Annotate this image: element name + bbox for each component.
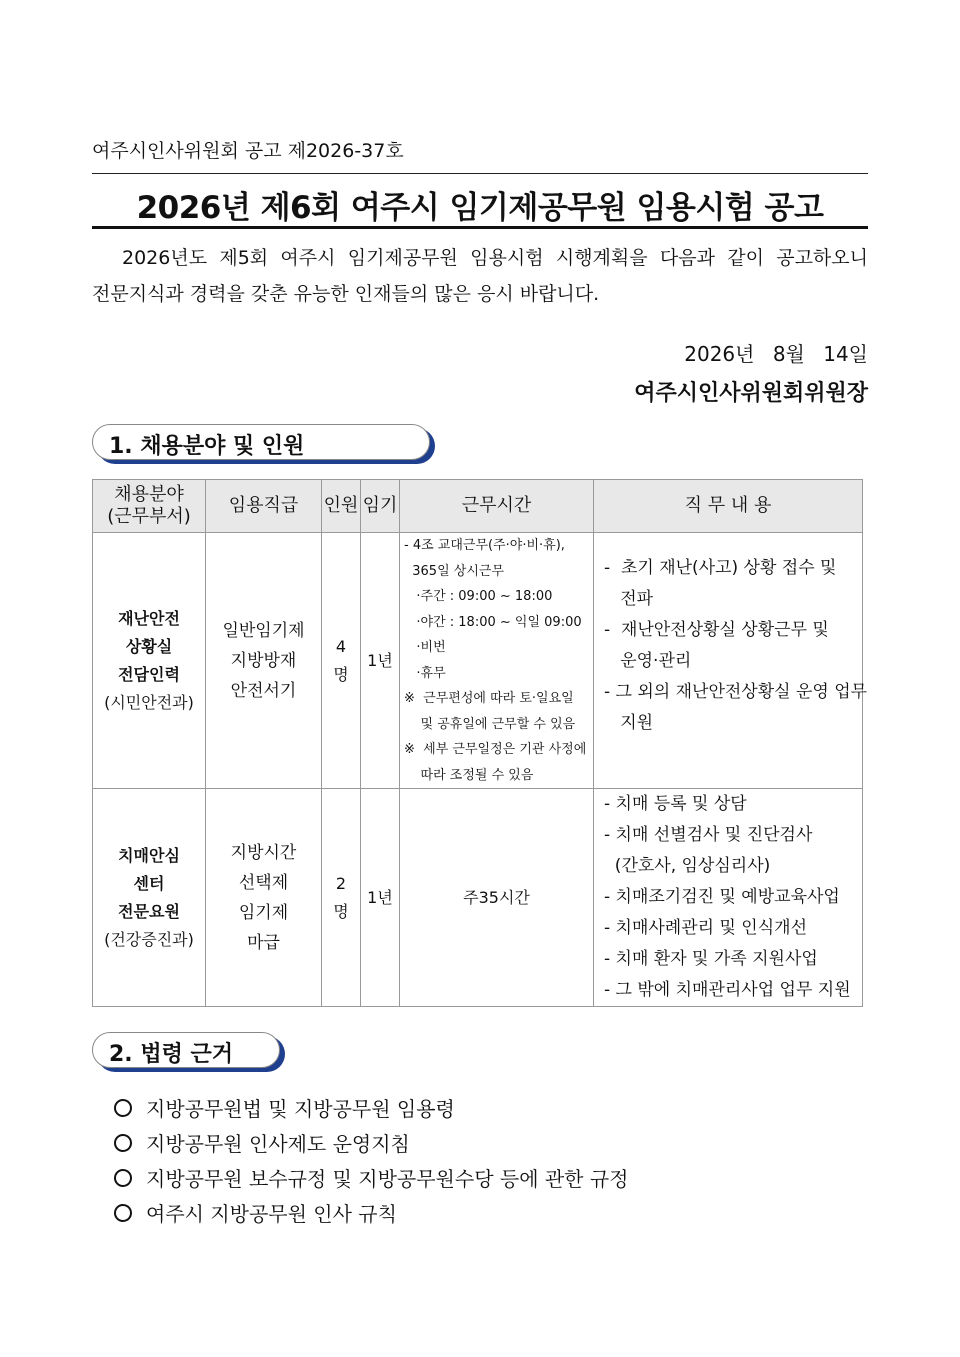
list-item: [114, 1197, 629, 1232]
recruitment-table: [92, 479, 868, 1007]
cell-hours: [400, 533, 594, 789]
cell-duties: [594, 789, 863, 1007]
section-heading-2: [92, 1032, 282, 1070]
table-row: [93, 533, 863, 789]
hours-line: ※ 근무편성에 따라 토·일요일: [404, 691, 574, 706]
dept-label: (건강증진과): [104, 929, 194, 949]
duty-line: - 치매 등록 및 상담: [604, 794, 747, 814]
duty-line: (간호사, 임상심리사): [604, 856, 771, 876]
cell-term: 1년: [361, 533, 400, 789]
hours-line: ※ 세부 근무일정은 기관 사정에: [404, 742, 587, 757]
hours-line: 및 공휴일에 근무할 수 있음: [404, 716, 576, 732]
section-tab-1: [92, 424, 430, 460]
list-item: [114, 1162, 629, 1197]
law-text: 여주시 지방공무원 인사 규칙: [146, 1202, 397, 1226]
field-line: 전문요원: [118, 901, 180, 921]
table-header-row: [93, 480, 863, 533]
cell-count: [322, 533, 361, 789]
section-heading-1: [92, 424, 432, 462]
law-text: 지방공무원법 및 지방공무원 임용령: [146, 1097, 455, 1121]
duty-line: 지원: [604, 713, 654, 733]
signer: 여주시인사위원회위원장: [634, 381, 868, 406]
title-bottom-rule: [92, 226, 868, 229]
list-item: [114, 1127, 629, 1162]
section-title-1: 1. 채용분야 및 인원: [109, 434, 305, 459]
duty-line: - 치매 선별검사 및 진단검사: [604, 825, 813, 845]
intro-line-2: 전문지식과 경력을 갖춘 유능한 인재들의 많은 응시 바랍니다.: [92, 283, 600, 305]
cell-rank: [206, 789, 322, 1007]
intro-line-1: 2026년도 제5회 여주시 임기제공무원 임용시험 시행계획을 다음과 같이 공고하오니: [122, 247, 868, 269]
hours-line: 따라 조정될 수 있음: [404, 767, 534, 783]
header-field: 채용분야 (근무부서): [93, 480, 206, 533]
duty-line: 전파: [604, 589, 654, 609]
header-rank: 임용직급: [206, 480, 322, 533]
cell-rank: [206, 533, 322, 789]
rank-line: 일반임기제: [222, 620, 305, 641]
duty-line: - 치매 환자 및 가족 지원사업: [604, 949, 818, 969]
intro-paragraph: [92, 240, 868, 312]
header-term: 임기: [361, 480, 400, 533]
rank-line: 지방시간: [230, 842, 297, 863]
duty-line: - 그 밖에 치매관리사업 업무 지원: [604, 980, 851, 1000]
circle-bullet-icon: [114, 1204, 132, 1222]
page-title: 2026년 제6회 여주시 임기제공무원 임용시험 공고: [136, 190, 824, 226]
rank-line: 마급: [247, 932, 280, 953]
cell-duties: [594, 533, 868, 789]
hours-line: - 4조 교대근무(주·야·비·휴),: [404, 538, 565, 553]
hours-line: 365일 상시근무: [404, 563, 505, 579]
rank-line: 안전서기: [230, 680, 297, 701]
count-unit: 명: [333, 901, 349, 921]
duty-line: - 그 외의 재난안전상황실 운영 업무: [604, 682, 868, 702]
field-line: 재난안전: [118, 608, 180, 628]
dept-label: (시민안전과): [104, 692, 194, 712]
field-line: 상황실: [125, 636, 173, 656]
field-line: 치매안심: [118, 845, 180, 865]
header-hours: 근무시간: [400, 480, 594, 533]
cell-field: [93, 789, 206, 1007]
count-number: 2: [335, 873, 347, 893]
section-tab-2: [92, 1032, 280, 1068]
law-list: [114, 1092, 629, 1232]
announcement-date: 2026년 8월 14일: [684, 342, 868, 366]
table-row: [93, 789, 863, 1007]
circle-bullet-icon: [114, 1169, 132, 1187]
section-title-2: 2. 법령 근거: [109, 1042, 233, 1067]
cell-field: [93, 533, 206, 789]
rank-line: 임기제: [238, 902, 289, 923]
header-count: 인원: [322, 480, 361, 533]
hours-line: ·야간 : 18:00 ~ 익일 09:00: [404, 614, 582, 630]
hours-line: ·비번: [404, 640, 446, 655]
duty-line: - 치매사례관리 및 인식개선: [604, 918, 807, 938]
law-text: 지방공무원 인사제도 운영지침: [146, 1132, 410, 1156]
rank-line: 지방방재: [230, 650, 297, 671]
law-text: 지방공무원 보수규정 및 지방공무원수당 등에 관한 규정: [146, 1167, 629, 1191]
circle-bullet-icon: [114, 1134, 132, 1152]
hours-line: ·주간 : 09:00 ~ 18:00: [404, 589, 553, 604]
duty-line: - 초기 재난(사고) 상황 접수 및: [604, 558, 837, 578]
duty-line: 운영·관리: [604, 651, 692, 671]
count-number: 4: [335, 636, 347, 656]
cell-hours: 주35시간: [400, 789, 594, 1007]
duty-line: - 치매조기검진 및 예방교육사업: [604, 887, 840, 907]
count-unit: 명: [333, 664, 349, 684]
cell-term: 1년: [361, 789, 400, 1007]
rank-line: 선택제: [238, 872, 289, 893]
list-item: [114, 1092, 629, 1127]
field-line: 센터: [133, 873, 165, 893]
circle-bullet-icon: [114, 1099, 132, 1117]
field-line: 전담인력: [118, 664, 180, 684]
header-duties: 직 무 내 용: [594, 480, 863, 533]
announcement-number: 여주시인사위원회 공고 제2026-37호: [92, 140, 404, 162]
title-top-rule: [92, 173, 868, 174]
duty-line: - 재난안전상황실 상황근무 및: [604, 620, 829, 640]
hours-line: ·휴무: [404, 665, 446, 681]
cell-count: [322, 789, 361, 1007]
